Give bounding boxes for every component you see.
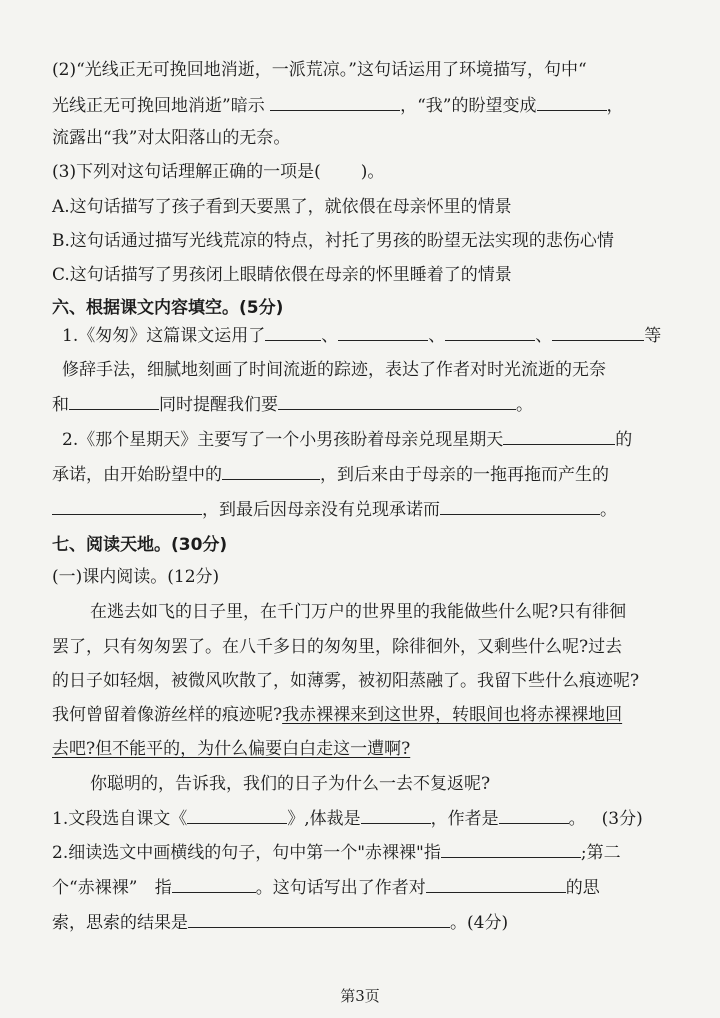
sec7-q2-line-1: 2.细读选文中画横线的句子，句中第一个"赤裸裸"指 ;第二 bbox=[52, 843, 621, 863]
blank[interactable] bbox=[338, 324, 428, 341]
q3-option-b: B.这句话通过描写光线荒凉的特点，衬托了男孩的盼望无法实现的悲伤心情 bbox=[52, 231, 614, 251]
q2-line-1: (2)“光线正无可挽回地消逝，一派荒凉。”这句话运用了环境描写，句中“ bbox=[52, 60, 587, 80]
section-7-title: 七、阅读天地。(30分) bbox=[52, 535, 228, 555]
sec7-q2-line-2: 个“赤裸裸” 指 。这句话写出了作者对 的思 bbox=[52, 878, 600, 898]
blank[interactable] bbox=[52, 498, 202, 515]
blank[interactable] bbox=[445, 324, 535, 341]
sec7-q2-line-3: 索，思索的结果是 。(4分) bbox=[52, 913, 509, 933]
blank[interactable] bbox=[278, 393, 516, 410]
passage-line-6: 你聪明的，告诉我，我们的日子为什么一去不复返呢? bbox=[90, 774, 491, 794]
passage-line-3: 的日子如轻烟，被微风吹散了，如薄雾，被初阳蒸融了。我留下些什么痕迹呢? bbox=[52, 671, 640, 691]
blank[interactable] bbox=[440, 498, 600, 515]
underlined-sentence: 我赤裸裸来到这世界，转眼间也将赤裸裸地回 bbox=[282, 705, 623, 725]
blank[interactable] bbox=[361, 807, 431, 824]
blank[interactable] bbox=[265, 324, 321, 341]
passage-line-5: 去吧?但不能平的，为什么偏要白白走这一遭啊? bbox=[52, 739, 411, 759]
passage-line-2: 罢了，只有匆匆罢了。在八千多日的匆匆里，除徘徊外，又剩些什么呢?过去 bbox=[52, 637, 623, 657]
sec6-q1-line-1: 1.《匆匆》这篇课文运用了 、 、 、 等 bbox=[62, 326, 662, 346]
blank[interactable] bbox=[537, 94, 607, 111]
blank[interactable] bbox=[499, 807, 569, 824]
q2-line-2: 光线正无可挽回地消逝”暗示 ，“我”的盼望变成 ， bbox=[52, 96, 624, 116]
blank[interactable] bbox=[503, 428, 615, 445]
q2-line-3: 流露出“我”对太阳落山的无奈。 bbox=[52, 128, 291, 148]
sec6-q2-line-2: 承诺，由开始盼望中的 ，到后来由于母亲的一拖再拖而产生的 bbox=[52, 465, 609, 485]
blank[interactable] bbox=[187, 807, 287, 824]
passage-line-4: 我何曾留着像游丝样的痕迹呢?我赤裸裸来到这世界，转眼间也将赤裸裸地回 bbox=[52, 705, 623, 725]
q3-option-a: A.这句话描写了孩子看到天要黑了，就依偎在母亲怀里的情景 bbox=[52, 197, 512, 217]
sec6-q1-line-3: 和 同时提醒我们要 。 bbox=[52, 395, 533, 415]
sec7-q1: 1.文段选自课文《 》,体裁是 ，作者是 。 (3分) bbox=[52, 809, 643, 829]
blank[interactable] bbox=[172, 876, 256, 893]
q3-option-c: C.这句话描写了男孩闭上眼睛依偎在母亲的怀里睡着了的情景 bbox=[52, 265, 512, 285]
passage-line-1: 在逃去如飞的日子里，在千门万户的世界里的我能做些什么呢?只有徘徊 bbox=[90, 602, 627, 622]
blank[interactable] bbox=[270, 94, 400, 111]
blank[interactable] bbox=[188, 911, 450, 928]
blank[interactable] bbox=[222, 463, 320, 480]
sec6-q1-line-2: 修辞手法，细腻地刻画了时间流逝的踪迹，表达了作者对时光流逝的无奈 bbox=[62, 360, 606, 380]
sec6-q2-line-1: 2.《那个星期天》主要写了一个小男孩盼着母亲兑现星期天 的 bbox=[62, 430, 633, 450]
page-number: 第3页 bbox=[340, 987, 380, 1005]
blank[interactable] bbox=[426, 876, 566, 893]
blank[interactable] bbox=[552, 324, 644, 341]
blank[interactable] bbox=[441, 841, 581, 858]
section-6-title: 六、根据课文内容填空。(5分) bbox=[52, 298, 284, 318]
q3-stem: (3)下列对这句话理解正确的一项是( )。 bbox=[52, 162, 385, 182]
sec6-q2-line-3: ，到最后因母亲没有兑现承诺而 。 bbox=[52, 498, 617, 521]
sec7-subsection-1: (一)课内阅读。(12分) bbox=[52, 567, 220, 587]
blank[interactable] bbox=[69, 393, 159, 410]
